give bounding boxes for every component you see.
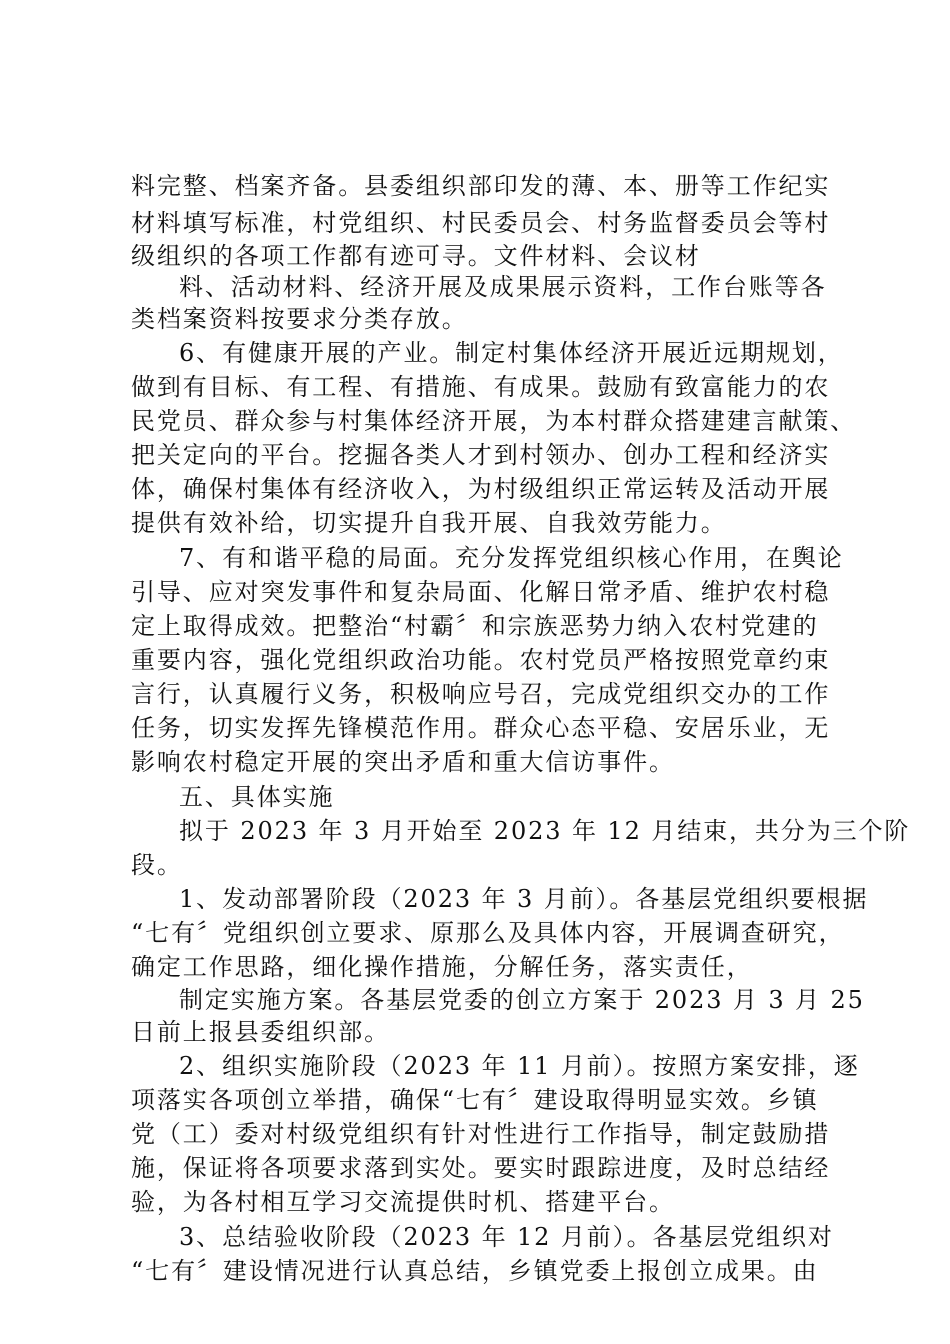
text-line: 日前上报县委组织部。 bbox=[131, 1018, 390, 1046]
text-line: 验，为各村相互学习交流提供时机、搭建平台。 bbox=[131, 1188, 675, 1216]
text-line: 级组织的各项工作都有迹可寻。文件材料、会议材 bbox=[131, 242, 701, 270]
text-line: 把关定向的平台。挖掘各类人才到村领办、创办工程和经济实 bbox=[131, 441, 831, 469]
text-line: 项落实各项创立举措，确保“七有〞建设取得明显实效。乡镇 bbox=[131, 1086, 819, 1114]
text-line: 7、有和谐平稳的局面。充分发挥党组织核心作用，在舆论 bbox=[179, 544, 844, 572]
text-line: 段。 bbox=[131, 851, 183, 879]
text-line: 料完整、档案齐备。县委组织部印发的薄、本、册等工作纪实 bbox=[131, 172, 831, 200]
text-line: 重要内容，强化党组织政治功能。农村党员严格按照党章约束 bbox=[131, 646, 831, 674]
text-line: 类档案资料按要求分类存放。 bbox=[131, 305, 468, 333]
text-line: 确定工作思路，细化操作措施，分解任务，落实责任， bbox=[131, 953, 753, 981]
text-line: 提供有效补给，切实提升自我开展、自我效劳能力。 bbox=[131, 509, 727, 537]
text-line: 做到有目标、有工程、有措施、有成果。鼓励有致富能力的农 bbox=[131, 373, 831, 401]
text-line: “七有〞党组织创立要求、原那么及具体内容，开展调查研究， bbox=[131, 919, 845, 947]
text-line: 党（工）委对村级党组织有针对性进行工作指导，制定鼓励措 bbox=[131, 1120, 831, 1148]
text-line: 料、活动材料、经济开展及成果展示资料，工作台账等各 bbox=[179, 273, 827, 301]
text-line: 引导、应对突发事件和复杂局面、化解日常矛盾、维护农村稳 bbox=[131, 578, 831, 606]
text-line: 民党员、群众参与村集体经济开展，为本村群众搭建建言献策、 bbox=[131, 407, 857, 435]
text-line: 材料填写标准，村党组织、村民委员会、村务监督委员会等村 bbox=[131, 209, 831, 237]
text-line: 定上取得成效。把整治“村霸〞和宗族恶势力纳入农村党建的 bbox=[131, 612, 819, 640]
text-line: 施，保证将各项要求落到实处。要实时跟踪进度，及时总结经 bbox=[131, 1154, 831, 1182]
section-heading: 五、具体实施 bbox=[179, 783, 335, 811]
text-line: 言行，认真履行义务，积极响应号召，完成党组织交办的工作 bbox=[131, 680, 831, 708]
text-line: 拟于 2023 年 3 月开始至 2023 年 12 月结束，共分为三个阶 bbox=[179, 817, 911, 845]
text-line: 影响农村稳定开展的突出矛盾和重大信访事件。 bbox=[131, 748, 675, 776]
text-line: 体，确保村集体有经济收入，为村级组织正常运转及活动开展 bbox=[131, 475, 831, 503]
text-line: “七有〞建设情况进行认真总结，乡镇党委上报创立成果。由 bbox=[131, 1257, 819, 1285]
text-line: 2、组织实施阶段（2023 年 11 月前）。按照方案安排，逐 bbox=[179, 1052, 860, 1080]
text-line: 任务，切实发挥先锋模范作用。群众心态平稳、安居乐业，无 bbox=[131, 714, 831, 742]
text-line: 3、总结验收阶段（2023 年 12 月前）。各基层党组织对 bbox=[179, 1223, 834, 1251]
text-line: 制定实施方案。各基层党委的创立方案于 2023 月 3 月 25 bbox=[179, 986, 865, 1014]
text-line: 6、有健康开展的产业。制定村集体经济开展近远期规划， bbox=[179, 339, 844, 367]
text-line: 1、发动部署阶段（2023 年 3 月前）。各基层党组织要根据 bbox=[179, 885, 869, 913]
